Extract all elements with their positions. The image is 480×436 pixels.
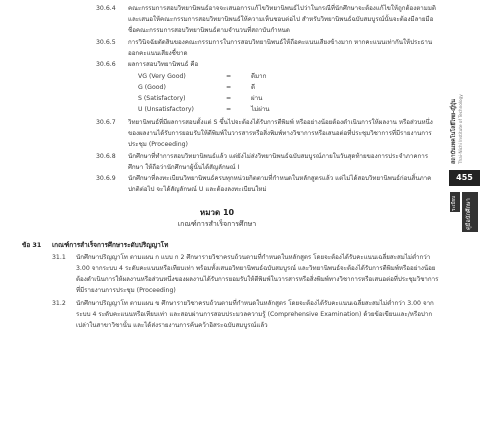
sub-item-number: 31.2 [52,300,66,307]
university-name-en: Thai-Nichi Institute of Technology [458,94,463,164]
grade-label: U (Unsatisfactory) [138,106,194,113]
grade-row [128,93,288,104]
item-text: ผลการสอบวิทยานิพนธ์ คือ [128,61,199,68]
grade-label: G (Good) [138,84,166,91]
side-margin-tab [449,94,480,300]
grade-label: VG (Very Good) [138,73,186,80]
item-text: คณะกรรมการสอบวิทยานิพนธ์อาจจะเสนอการแก้ไขวิทยานิพนธ์ไปว่าในกรณีที่นักศึกษาจะต้องแก้ไขให้ถูกต้องตามมติ และเสนอให้คณะกรรมการสอบวิทยานิพนธ์ให้ความเห็นชอบต่อไป สำหรับวิทยานิพนธ์ฉบับสมบูรณ์นั้นจะต้องมีลายมือชื่อคณะกรรมการสอบวิทยานิพนธ์ตามจำนวนที่สถาบันกำหนด [128,5,436,34]
tab-block [450,192,460,212]
item-text: วิทยานิพนธ์ที่มีผลการสอบตั้งแต่ S ขึ้นไปจะต้องได้รับการตีพิมพ์ หรืออย่างน้อยต้องดำเนินการให้ผลงาน หรือส่วนหนึ่งของผลงานได้รับการยอมรับให้ตีพิมพ์ในวารสารหรือสิ่งพิมพ์ทางวิชาการหรือเสนอต่อที่ประชุมวิชาการที่มีรายงานการประชุม (Proceeding) [128,119,433,148]
sub-item-text: นักศึกษาปริญญาโท ตามแผน ข ศึกษารายวิชาครบถ้วนตามที่กำหนดในหลักสูตร โดยจะต้องได้รับคะแนนเฉลี่ยสะสมไม่ต่ำกว่า 3.00 จากระบบ 4 ระดับคะแนนหรือเทียบเท่า และสอบผ่านการสอบประมวลความรู้ (Comprehensive Examination) ด้วยข้อเขียนและ/หรือปากเปล่าในสาขาวิชานั้น และได้ส่งรายงานการค้นคว้าอิสระฉบับสมบูรณ์แล้ว [76,300,434,329]
item-number: 30.6.7 [96,119,116,126]
grade-eq: = [226,84,232,91]
sub-item-number: 31.1 [52,254,66,261]
article-label: ข้อ 31 [22,241,42,249]
chapter-title: หมวด 10 [199,208,235,217]
chapter-subtitle: เกณฑ์การสำเร็จการศึกษา [177,220,257,228]
section-tab [462,192,478,232]
page-number: 455 [449,170,480,186]
item-text: นักศึกษาที่ลงทะเบียนวิทยานิพนธ์ครบทุกหน่วยกิตตามที่กำหนดในหลักสูตรแล้ว แต่ไม่ได้สอบวิทยานิพนธ์ก่อนสิ้นภาคปกติต่อไป จะได้สัญลักษณ์ U และต้องลงทะเบียนใหม่ [128,175,432,193]
grade-meaning: ดี [251,84,256,91]
sub-item-text: นักศึกษาปริญญาโท ตามแผน ก แบบ ก 2 ศึกษารายวิชาครบถ้วนตามที่กำหนดในหลักสูตร โดยจะต้องได้รับคะแนนเฉลี่ยสะสมไม่ต่ำกว่า 3.00 จากระบบ 4 ระดับคะแนนหรือเทียบเท่า พร้อมทั้งเสนอวิทยานิพนธ์ฉบับสมบูรณ์ และวิทยานิพนธ์จะต้องได้รับการตีพิมพ์หรืออย่างน้อยต้องดำเนินการให้ผลงานหรือส่วนหนึ่งของผลงานได้รับการยอมรับให้ตีพิมพ์ในวารสารหรือสิ่งพิมพ์ทางวิชาการหรือเสนอต่อที่ประชุมวิชาการที่มีรายงานการประชุม (Proceeding) [76,254,439,294]
tab-label: ระเบียบ [452,195,457,211]
item-number: 30.6.6 [96,61,116,68]
grade-row [128,71,288,82]
item-text: การวินิจฉัยตัดสินของคณะกรรมการในการสอบวิทยานิพนธ์ให้ถือคะแนนเสียงข้างมาก หากคะแนนเท่ากันให้ประธานออกคะแนนเสียงชี้ขาด [128,39,433,57]
grade-meaning: ผ่าน [251,95,263,102]
item-number: 30.6.8 [96,153,116,160]
grade-meaning: ดีมาก [251,73,267,80]
grade-label: S (Satisfactory) [138,95,186,102]
item-text: นักศึกษาที่ทำการสอบวิทยานิพนธ์แล้ว แต่ยังไม่ส่งวิทยานิพนธ์ฉบับสมบูรณ์ภายในวันสุดท้ายของการประจำภาคการศึกษา ให้ถือว่านักศึกษาผู้นั้นได้สัญลักษณ์ I [128,153,429,171]
item-number: 30.6.4 [96,5,116,12]
grade-eq: = [226,73,232,80]
item-number: 30.6.5 [96,39,116,46]
section-tab-label: คู่มือนักศึกษา [466,198,472,230]
article-title: เกณฑ์การสำเร็จการศึกษาระดับปริญญาโท [52,241,169,249]
grade-row [128,104,288,115]
grade-row [128,82,288,93]
item-number: 30.6.9 [96,175,116,182]
grade-eq: = [226,95,232,102]
university-name: สถาบันเทคโนโลยีไทย-ญี่ปุ่น [451,99,457,164]
grade-meaning: ไม่ผ่าน [251,106,270,113]
grade-eq: = [226,106,232,113]
